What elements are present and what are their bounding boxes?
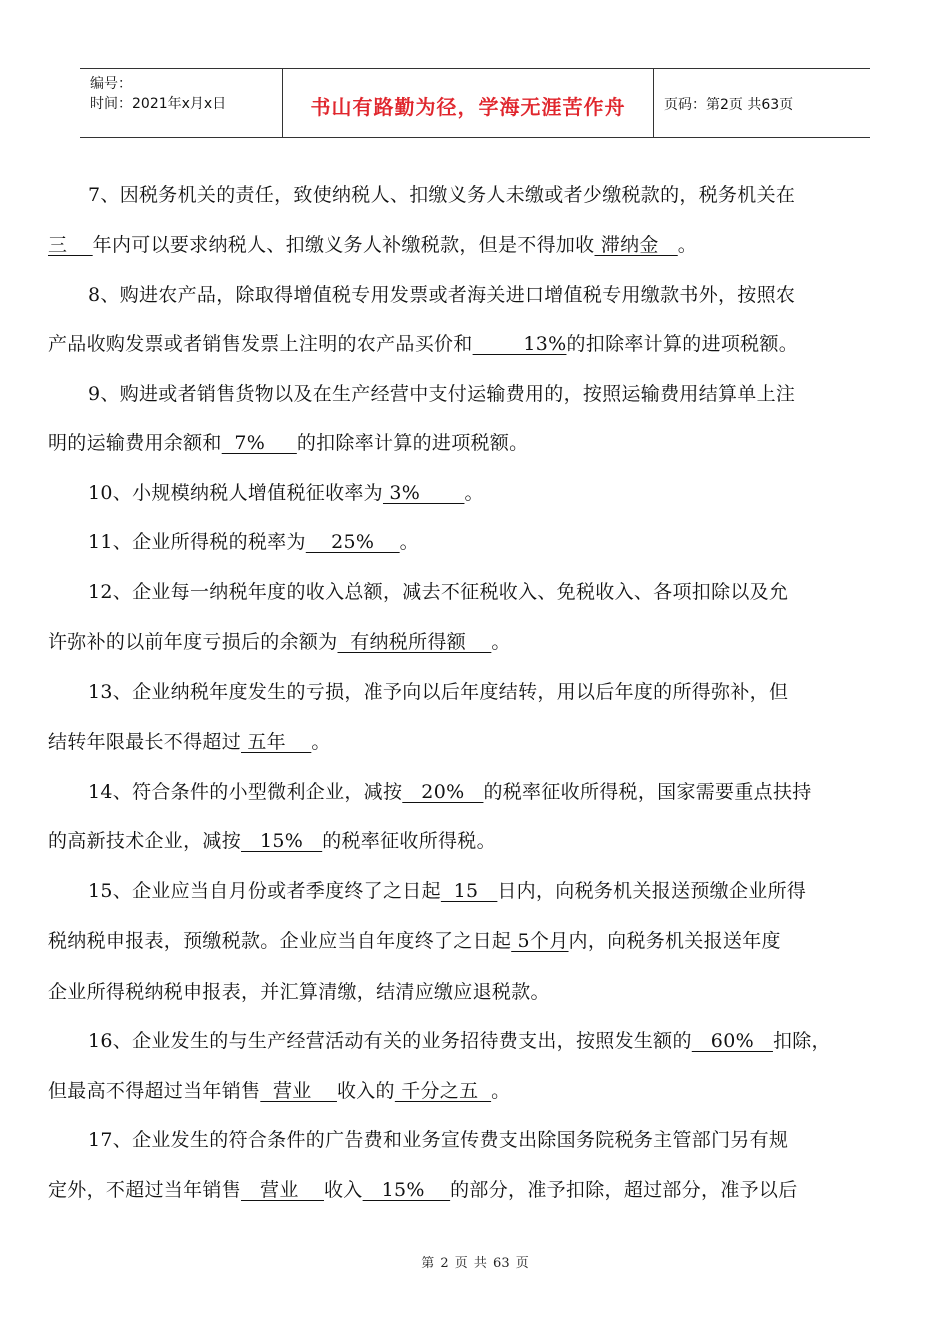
fill-in-answer: 15% [241, 830, 323, 852]
fill-in-answer: 20% [402, 781, 484, 803]
header-motto: 书山有路勤为径，学海无涯苦作舟 [310, 95, 626, 119]
line-text: 企业所得税纳税申报表，并汇算清缴，结清应缴应退税款。 [48, 981, 550, 1003]
line-text: 9、购进或者销售货物以及在生产经营中支付运输费用的，按照运输费用结算单上注 [88, 383, 796, 405]
text-line [88, 780, 812, 804]
text-line [48, 730, 331, 754]
text-line [48, 233, 697, 257]
header-page-label: 页码：第2页 共63页 [664, 97, 794, 113]
text-line [48, 332, 798, 356]
line-text: 的税率征收所得税。 [322, 830, 496, 852]
line-text: 。 [491, 1080, 511, 1102]
line-text: 税纳税申报表，预缴税款。企业应当自年度终了之日起 [48, 930, 512, 952]
line-text: 12、企业每一纳税年度的收入总额，减去不征税收入、免税收入、各项扣除以及允 [88, 581, 789, 603]
text-line [88, 580, 788, 604]
line-text: 7、因税务机关的责任，致使纳税人、扣缴义务人未缴或者少缴税款的，税务机关在 [88, 184, 796, 206]
text-line [88, 879, 806, 903]
text-line [48, 829, 496, 853]
text-line [48, 929, 781, 953]
line-text: 13、企业纳税年度发生的亏损，准予向以后年度结转，用以后年度的所得弥补，但 [88, 681, 789, 703]
line-text: 明的运输费用余额和 [48, 432, 222, 454]
line-text: 的税率征收所得税，国家需要重点扶持 [483, 781, 812, 803]
line-text: 。 [464, 482, 484, 504]
line-text: 11、企业所得税的税率为 [88, 531, 306, 553]
text-line [48, 431, 528, 455]
line-text: 10、小规模纳税人增值税征收率为 [88, 482, 383, 504]
fill-in-answer: 15% [362, 1179, 451, 1201]
text-line [48, 980, 550, 1004]
line-text: 17、企业发生的符合条件的广告费和业务宣传费支出除国务院税务主管部门另有规 [88, 1129, 789, 1151]
text-line [48, 1178, 798, 1202]
document-number-label: 编号： [90, 76, 132, 92]
fill-in-answer: 五年 [241, 731, 312, 753]
fill-in-answer: 13% [472, 333, 567, 355]
header-info-cell [80, 69, 283, 137]
line-text: 收入的 [336, 1080, 395, 1102]
line-text: 的高新技术企业，减按 [48, 830, 242, 852]
text-line [88, 1128, 788, 1152]
fill-in-answer: 25% [305, 531, 400, 553]
line-text: 日内，向税务机关报送预缴企业所得 [497, 880, 807, 902]
line-text: 16、企业发生的与生产经营活动有关的业务招待费支出，按照发生额的 [88, 1030, 692, 1052]
fill-in-answer: 15 [440, 880, 498, 902]
line-text: 扣除， [772, 1030, 831, 1052]
line-text: 的扣除率计算的进项税额。 [566, 333, 799, 355]
line-text: 结转年限最长不得超过 [48, 731, 242, 753]
header-motto-cell [283, 69, 654, 137]
line-text: 定外，不超过当年销售 [48, 1179, 242, 1201]
text-line [88, 283, 795, 307]
fill-in-answer: 营业 [260, 1080, 337, 1102]
line-text: 8、购进农产品，除取得增值税专用发票或者海关进口增值税专用缴款书外，按照农 [88, 284, 796, 306]
text-line [88, 481, 484, 505]
line-text: 收入 [324, 1179, 363, 1201]
fill-in-answer: 三 [48, 234, 93, 256]
line-text: 年内可以要求纳税人、扣缴义务人补缴税款，但是不得加收 [92, 234, 595, 256]
line-text: 的扣除率计算的进项税额。 [296, 432, 529, 454]
page-header [80, 68, 870, 138]
line-text: 14、符合条件的小型微利企业，减按 [88, 781, 403, 803]
line-text: 15、企业应当自月份或者季度终了之日起 [88, 880, 441, 902]
line-text: 的部分，准予扣除，超过部分，准予以后 [450, 1179, 798, 1201]
fill-in-answer: 3% [382, 482, 465, 504]
text-line [88, 530, 419, 554]
document-time-label: 时间：2021年x月x日 [90, 96, 227, 112]
text-line [88, 1029, 831, 1053]
text-line [88, 680, 788, 704]
fill-in-answer: 7% [221, 432, 297, 454]
text-line [48, 630, 511, 654]
text-line [88, 183, 795, 207]
fill-in-answer: 滞纳金 [594, 234, 678, 256]
fill-in-answer: 有纳税所得额 [337, 631, 492, 653]
line-text: 。 [491, 631, 511, 653]
line-text: 内，向税务机关报送年度 [568, 930, 781, 952]
fill-in-answer: 5个月 [511, 930, 569, 952]
fill-in-answer: 营业 [241, 1179, 324, 1201]
line-text: 许弥补的以前年度亏损后的余额为 [48, 631, 338, 653]
line-text: 。 [311, 731, 331, 753]
fill-in-answer: 60% [691, 1030, 773, 1052]
line-text: 。 [399, 531, 419, 553]
text-line [48, 1079, 510, 1103]
line-text: 但最高不得超过当年销售 [48, 1080, 261, 1102]
page-footer: 第 2 页 共 63 页 [421, 1256, 529, 1271]
header-page-cell [654, 69, 870, 137]
text-line [88, 382, 795, 406]
line-text: 产品收购发票或者销售发票上注明的农产品买价和 [48, 333, 473, 355]
line-text: 。 [677, 234, 698, 256]
fill-in-answer: 千分之五 [394, 1080, 492, 1102]
